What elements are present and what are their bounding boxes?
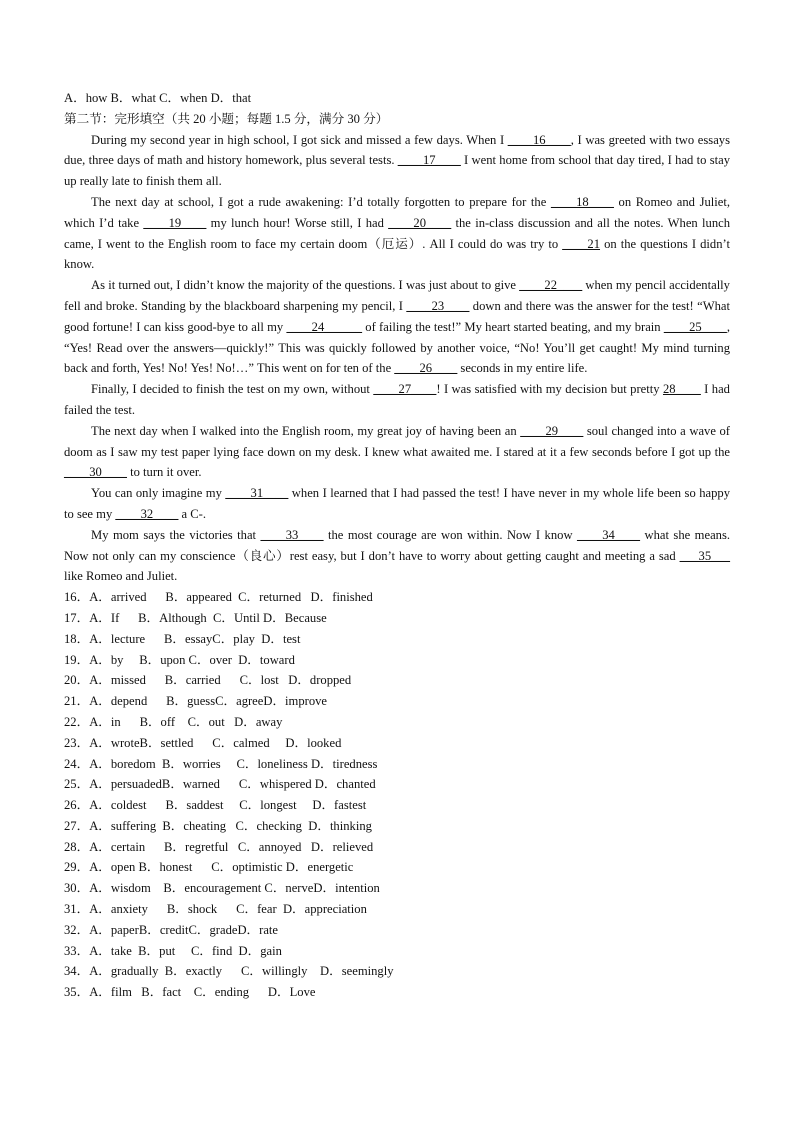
passage-text: my lunch hour! Worse still, I had	[206, 215, 389, 230]
question-options: 25．A．persuadedB．warned C．whispered D．chanted	[64, 777, 376, 792]
passage-paragraph	[64, 421, 730, 483]
question-options: 26．A．coldest B．saddest C．longest D．fastest	[64, 798, 367, 813]
passage-paragraph	[64, 130, 730, 192]
question-options: 31．A．anxiety B．shock C．fear D．appreciation	[64, 902, 367, 917]
question-options: 17．A．If B．Although C．Until D．Because	[64, 610, 327, 625]
cloze-passage	[64, 130, 730, 588]
passage-text: the in-class discussion and all the notes. When lunch came, I went to the English room to face my certain doom（厄运）. All I could do was try to	[64, 215, 731, 251]
cloze-blank: ____33____	[260, 527, 324, 542]
question-options: 35．A．film B．fact C．ending D．Love	[64, 985, 316, 1000]
passage-text: I had failed the test.	[64, 382, 730, 417]
question-options: 29．A．open B．honest C．optimistic D．energetic	[64, 860, 354, 875]
answer-options-list	[64, 587, 730, 1003]
section-title: 第二节：完形填空（共 20 小题；每题 1.5 分，满分 30 分）	[64, 111, 389, 126]
passage-text: like Romeo and Juliet.	[64, 569, 178, 584]
question-options: 24．A．boredom B．worries C．loneliness D．tiredness	[64, 756, 378, 771]
passage-text: The next day when I walked into the English room, my great joy of having been an	[91, 423, 521, 438]
question-options: 28．A．certain B．regretful C．annoyed D．relieved	[64, 839, 374, 854]
cloze-blank: ____31____	[225, 486, 289, 501]
passage-text: on the questions I didn’t know.	[64, 236, 730, 272]
question-options: 21．A．depend B．guessC．agreeD．improve	[64, 694, 328, 709]
passage-text: when I learned that I had passed the test! I have never in my whole life been so happy to see my	[64, 486, 730, 521]
cloze-blank: ____19____	[143, 215, 207, 230]
passage-paragraph	[64, 192, 730, 275]
passage-text: on Romeo and Juliet, which I’d take	[64, 194, 731, 230]
passage-text: of failing the test!” My heart started beating, and my brain	[362, 319, 664, 334]
passage-text: , I was greeted with two essays due, three days of math and history homework, plus several tests.	[64, 132, 730, 168]
cloze-blank: 28____	[662, 382, 701, 397]
cloze-blank: ____18____	[550, 194, 614, 209]
cloze-blank: ____21	[562, 236, 601, 251]
passage-text: ! I was satisfied with my decision but pretty	[436, 382, 663, 397]
cloze-blank: ____20____	[388, 215, 452, 230]
question-options: 32．A．paperB．creditC．gradeD．rate	[64, 922, 279, 937]
passage-text: My mom says the victories that	[91, 527, 261, 542]
question-options: 30．A．wisdom B．encouragement C．nerveD．intention	[64, 881, 380, 896]
cloze-blank: ____29____	[520, 423, 584, 438]
cloze-blank: ___35___	[679, 548, 730, 563]
cloze-blank: ____30____	[64, 465, 127, 480]
question-options: 34．A．gradually B．exactly C．willingly D．seemingly	[64, 964, 394, 979]
passage-text: what she means. Now not only can my conscience（良心）rest easy, but I don’t have to worry about getting caught and meeting a sad	[64, 527, 731, 563]
passage-text: As it turned out, I didn’t know the majority of the questions. I was just about to give	[91, 278, 520, 293]
passage-paragraph	[64, 525, 730, 587]
cloze-blank: ____17____	[397, 153, 461, 168]
passage-paragraph	[64, 379, 730, 421]
passage-paragraph	[64, 275, 730, 379]
passage-text: Finally, I decided to finish the test on my own, without	[91, 382, 374, 397]
passage-text: seconds in my entire life.	[457, 361, 588, 376]
question-options: 19．A．by B．upon C．over D．toward	[64, 652, 295, 667]
passage-text: soul changed into a wave of doom as I saw my test paper lying face down on my desk. I knew what awaited me. I stared at it a few seconds before I got up the	[64, 423, 730, 459]
question-options: 20．A．missed B．carried C．lost D．dropped	[64, 673, 352, 688]
question-options: 23．A．wroteB．settled C．calmed D．looked	[64, 735, 342, 750]
passage-text: the most courage are won within. Now I know	[323, 527, 578, 542]
cloze-blank: ____22____	[519, 278, 583, 293]
cloze-blank: ____16____	[507, 132, 571, 147]
question-options: 33．A．take B．put C．find D．gain	[64, 943, 282, 958]
question-options: 16．A．arrived B．appeared C．returned D．finished	[64, 590, 373, 605]
passage-text: down and there was the answer for the test! “What good fortune! I can kiss good-bye to all my	[64, 298, 731, 334]
passage-text: During my second year in high school, I got sick and missed a few days. When I	[91, 132, 508, 147]
cloze-blank: ____32____	[115, 506, 179, 521]
passage-text: The next day at school, I got a rude awakening: I’d totally forgotten to prepare for the	[91, 194, 551, 209]
top-answer-options: A．how B．what C．when D．that	[64, 91, 252, 105]
passage-text: You can only imagine my	[91, 486, 226, 501]
cloze-blank: ____24______	[286, 319, 363, 334]
question-options: 27．A．suffering B．cheating C．checking D．thinking	[64, 818, 372, 833]
cloze-blank: ____26____	[394, 361, 458, 376]
passage-text: a C-.	[178, 506, 207, 521]
exam-page	[64, 88, 730, 1003]
passage-text: when my pencil accidentally fell and broke. Standing by the blackboard sharpening my pencil, I	[64, 278, 730, 313]
passage-text: I went home from school that day tired, I had to stay up really late to finish them all.	[64, 153, 730, 189]
passage-paragraph	[64, 483, 730, 525]
cloze-blank: ____23____	[406, 298, 470, 313]
cloze-blank: ____27____	[373, 382, 437, 397]
passage-text: to turn it over.	[126, 465, 202, 480]
passage-text: , “Yes! Read over the answers—quickly!” This was quickly followed by another voice, “No! You’ll get caught! My mind turning back and forth, Yes! No! Yes! No!…” This went on for ten of the	[64, 319, 730, 376]
question-options: 18．A．lecture B．essayC．play D．test	[64, 631, 301, 646]
cloze-blank: ____25____	[663, 319, 727, 334]
question-options: 22．A．in B．off C．out D．away	[64, 714, 283, 729]
cloze-blank: ____34____	[577, 527, 640, 542]
